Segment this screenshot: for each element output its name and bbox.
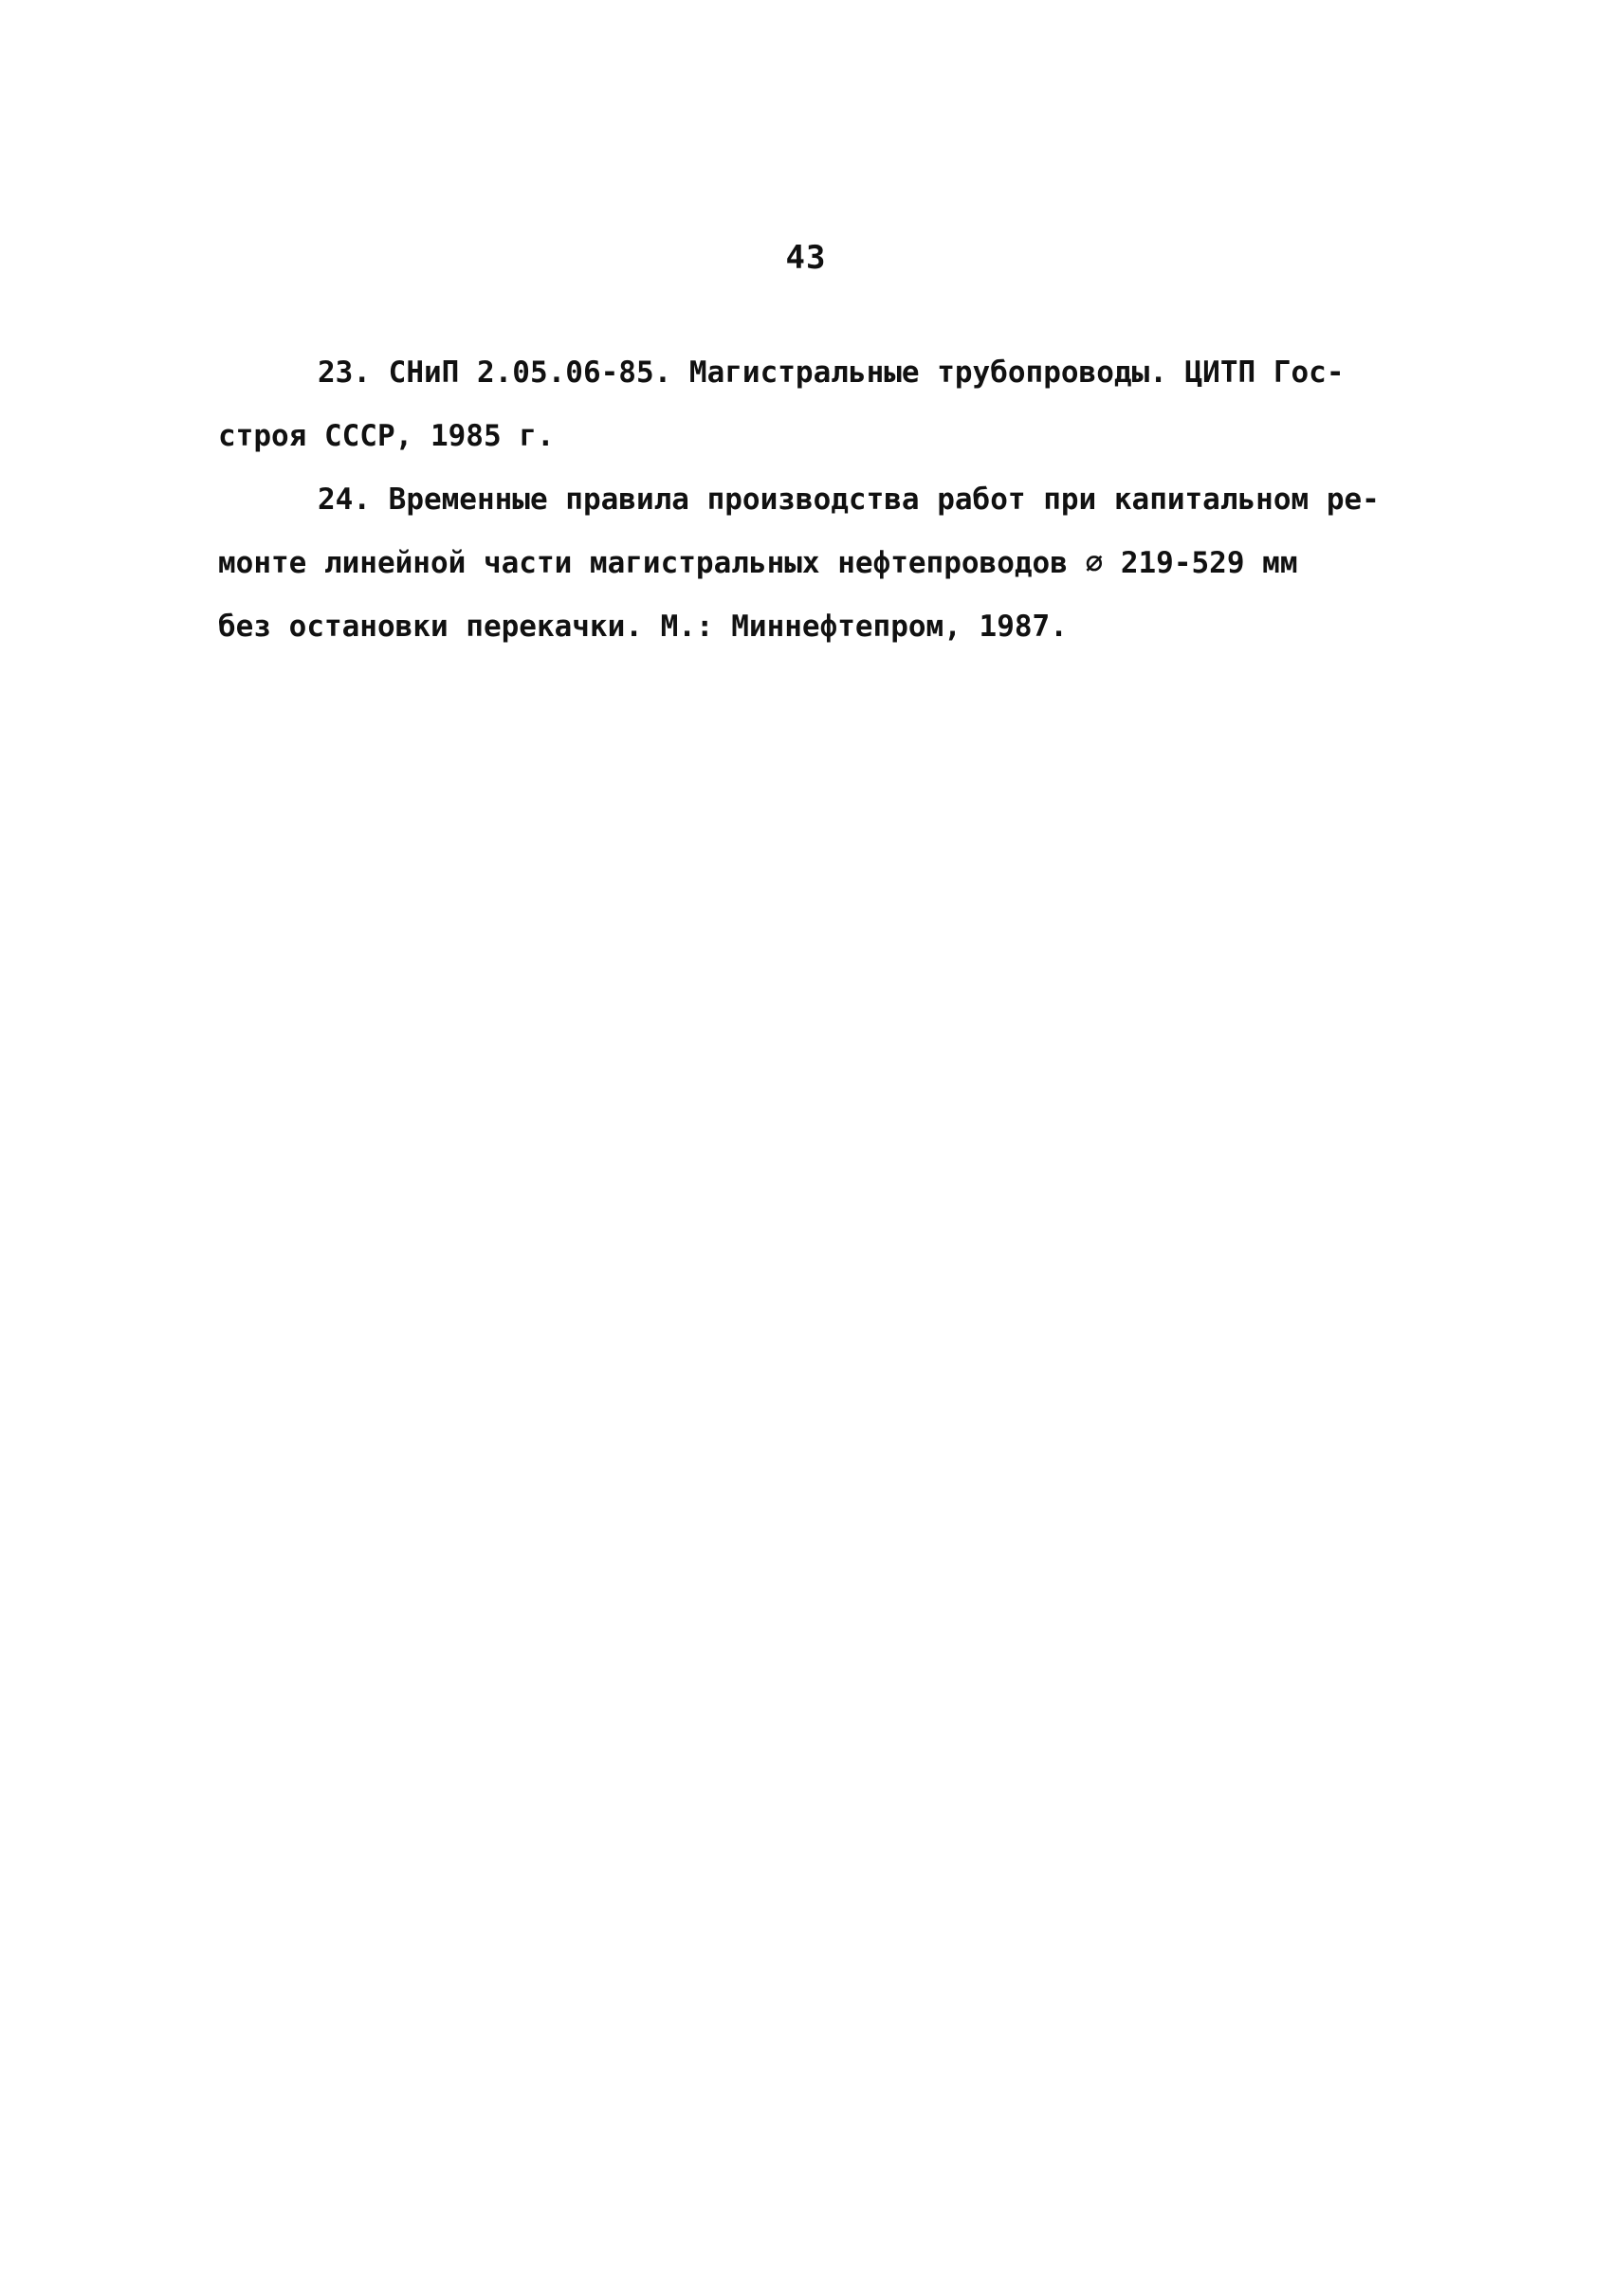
reference-line: монте линейной части магистральных нефтепроводов ∅ 219-529 мм <box>218 546 1298 580</box>
reference-item-24 <box>218 468 1451 659</box>
reference-item-23 <box>218 341 1451 468</box>
reference-list <box>218 341 1451 659</box>
reference-line: строя СССР, 1985 г. <box>218 419 555 453</box>
reference-line: без остановки перекачки. М.: Миннефтепром, 1987. <box>218 610 1068 644</box>
reference-line: 24. Временные правила производства работ при капитальном ре- <box>318 483 1380 517</box>
reference-line: 23. СНиП 2.05.06-85. Магистральные трубопроводы. ЦИТП Гос- <box>318 355 1345 390</box>
page-number: 43 <box>785 239 827 277</box>
